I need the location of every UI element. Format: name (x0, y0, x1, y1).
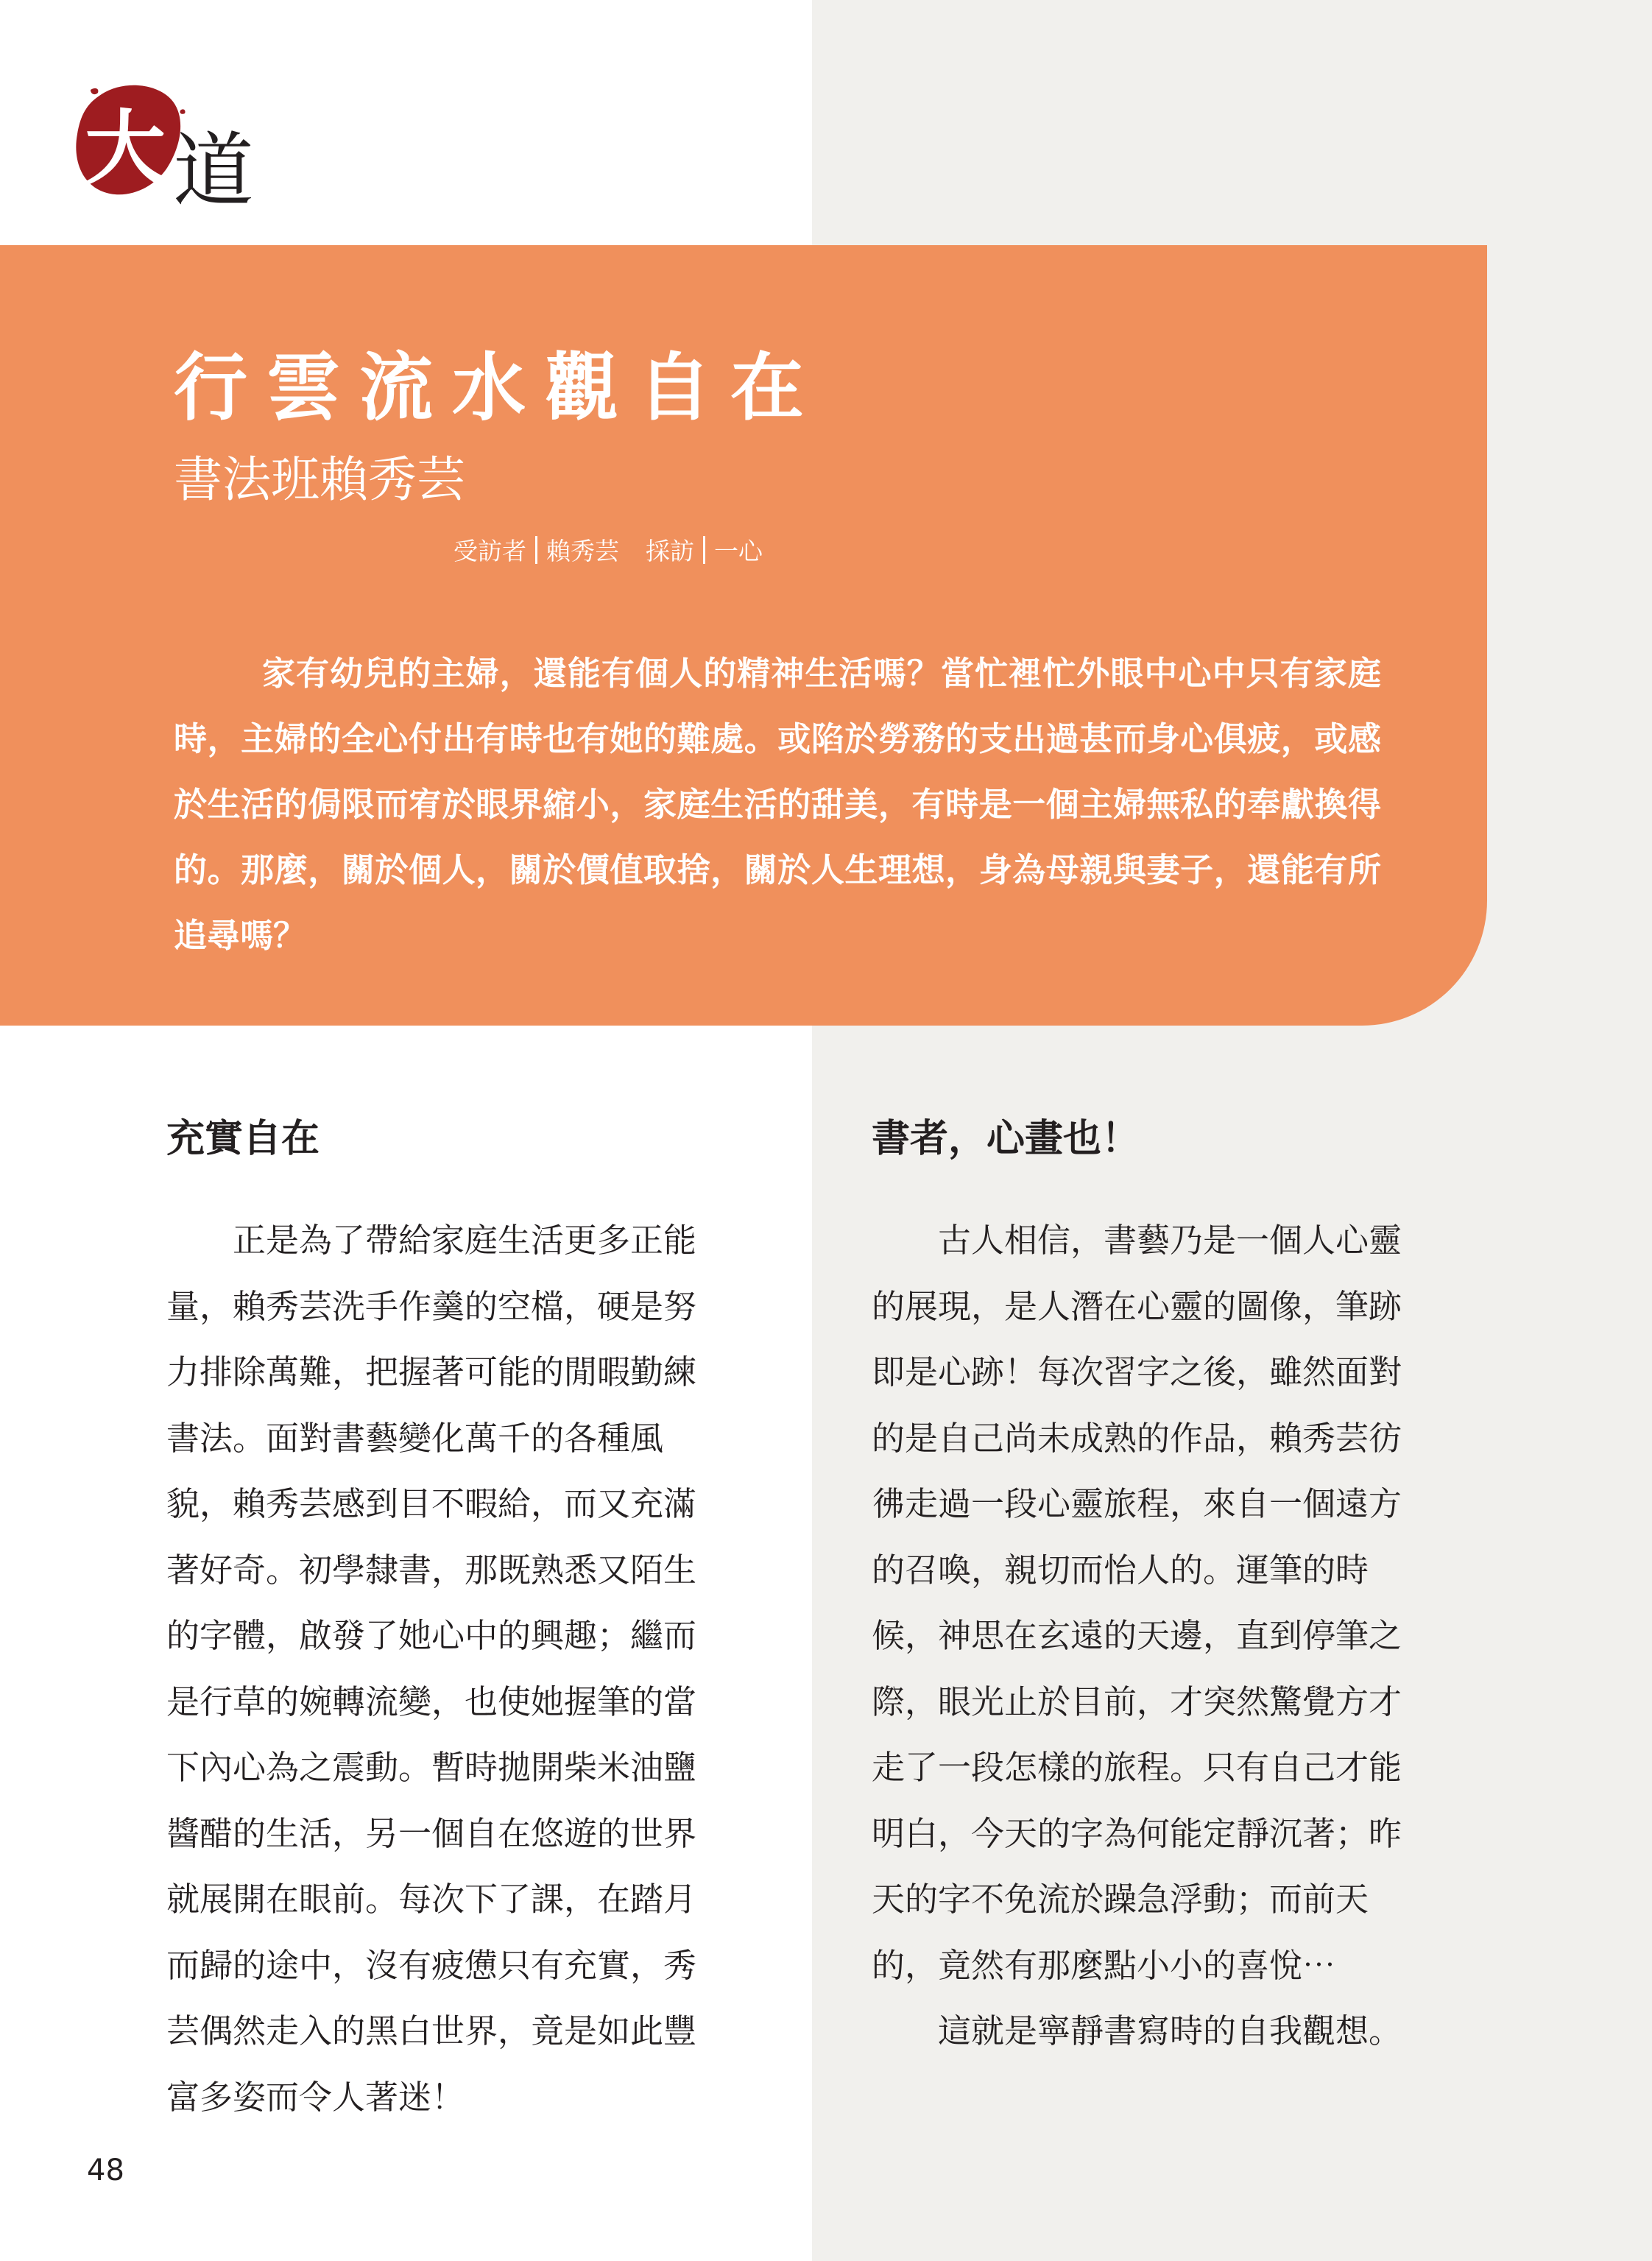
right-column-line: 天的字不免流於躁急浮動；而前天 (872, 1880, 1369, 1919)
left-column-line: 貌，賴秀芸感到目不暇給，而又充滿 (166, 1484, 697, 1523)
intro-text: 家有幼兒的主婦，還能有個人的精神生活嗎？當忙裡忙外眼中心中只有家庭時，主婦的全心付出有時也有她的難處。或陷於勞務的支出過甚而身心俱疲，或感於生活的侷限而宥於眼界縮小，家庭生活的甜美，有時是一個主婦無私的奉獻換得的。那麼，關於個人，關於價值取捨，關於人生理想，身為母親與妻子，還能有所追尋嗎？ (174, 654, 1381, 955)
right-column-line: 的召喚，親切而怡人的。運筆的時 (872, 1550, 1369, 1590)
right-column-line: 的展現，是人潛在心靈的圖像，筆跡 (872, 1286, 1402, 1326)
right-column-line: 彿走過一段心靈旅程，來自一個遠方 (872, 1484, 1402, 1523)
left-column-line: 力排除萬難，把握著可能的閒暇勤練 (166, 1352, 697, 1391)
interviewer-label: 採訪 (646, 537, 694, 565)
left-column-line: 正是為了帶給家庭生活更多正能 (166, 1221, 697, 1260)
right-column-line: 明白，今天的字為何能定靜沉著；昨 (872, 1813, 1402, 1853)
right-column-line: 走了一段怎樣的旅程。只有自己才能 (872, 1748, 1402, 1787)
left-column-line: 書法。面對書藝變化萬千的各種風 (166, 1418, 664, 1458)
left-column-body (166, 1207, 696, 2130)
byline-separator (535, 536, 537, 564)
left-column-line: 量，賴秀芸洗手作羹的空檔，硬是努 (166, 1286, 697, 1326)
left-column-line: 醬醋的生活，另一個自在悠遊的世界 (166, 1813, 697, 1853)
right-column-line: 古人相信，書藝乃是一個人心靈 (872, 1221, 1402, 1260)
left-column-line: 而歸的途中，沒有疲憊只有充實，秀 (166, 1945, 697, 1985)
logo (70, 81, 261, 214)
right-column-heading: 書者，心畫也！ (872, 1117, 1140, 1161)
logo-text-da: 大 (85, 101, 166, 196)
left-column-heading: 充實自在 (166, 1117, 320, 1161)
interviewee-name: 賴秀芸 (546, 537, 619, 565)
left-column-line: 富多姿而令人著迷！ (166, 2077, 465, 2117)
byline-separator (703, 536, 705, 564)
left-column-line: 下內心為之震動。暫時拋開柴米油鹽 (166, 1748, 697, 1787)
intro-paragraph (174, 641, 1381, 968)
logo-text-dao: 道 (173, 124, 254, 214)
left-column-line: 芸偶然走入的黑白世界，竟是如此豐 (166, 2011, 697, 2050)
article-title: 行雲流水觀自在 (174, 344, 823, 431)
byline (453, 536, 763, 566)
right-column-line: 的，竟然有那麼點小小的喜悅⋯ (872, 1945, 1336, 1985)
article-subtitle: 書法班賴秀芸 (174, 451, 465, 508)
right-column-body (872, 1207, 1402, 2064)
interviewee-label: 受訪者 (453, 537, 526, 565)
left-column-line: 的字體，啟發了她心中的興趣；繼而 (166, 1616, 697, 1655)
right-column-line: 際，眼光止於目前，才突然驚覺方才 (872, 1682, 1402, 1721)
page-number: 48 (87, 2154, 124, 2187)
right-column-line: 候，神思在玄遠的天邊，直到停筆之 (872, 1616, 1402, 1655)
interviewer-name: 一心 (714, 537, 763, 565)
right-column-line: 這就是寧靜書寫時的自我觀想。 (872, 2011, 1402, 2050)
right-column-line: 即是心跡！每次習字之後，雖然面對 (872, 1352, 1402, 1391)
left-column-line: 著好奇。初學隸書，那既熟悉又陌生 (166, 1550, 697, 1590)
left-column-line: 是行草的婉轉流變，也使她握筆的當 (166, 1682, 697, 1721)
right-column-line: 的是自己尚未成熟的作品，賴秀芸彷 (872, 1418, 1402, 1458)
left-column-line: 就展開在眼前。每次下了課，在踏月 (166, 1880, 697, 1919)
